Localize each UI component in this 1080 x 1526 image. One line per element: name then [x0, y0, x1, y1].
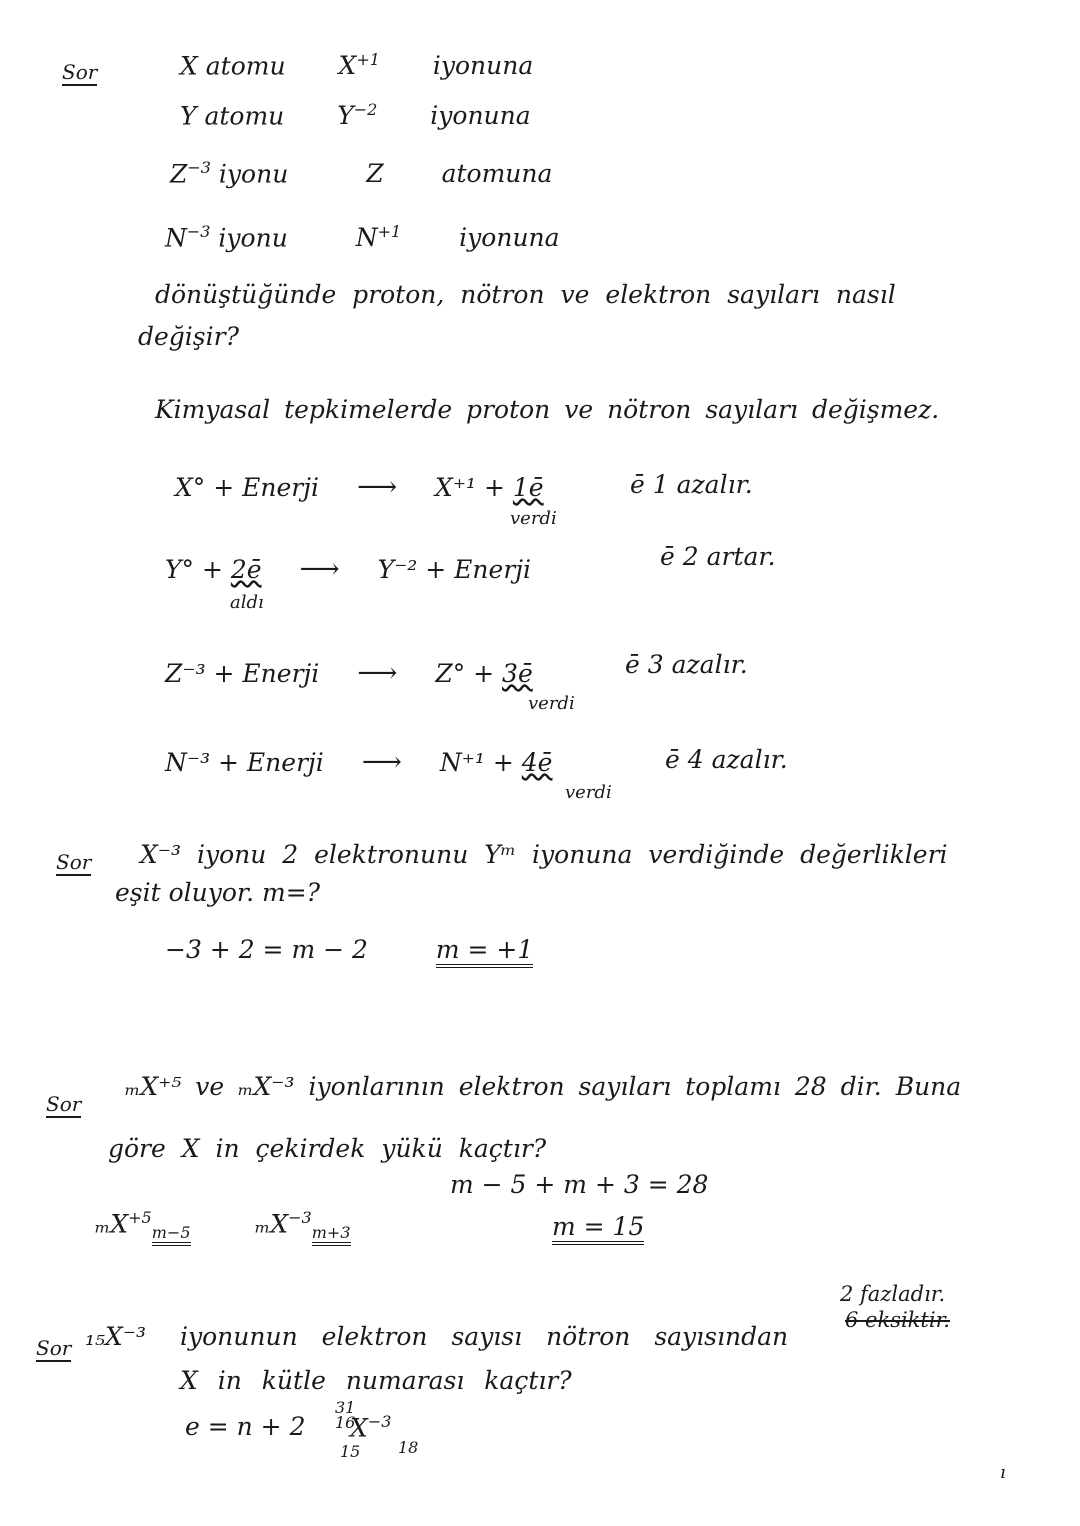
q4-text-line-2: X in kütle numarası kaçtır?: [180, 1366, 572, 1395]
reaction-2-result: ē 2 artar.: [660, 542, 776, 571]
q3-equation: m − 5 + m + 3 = 28: [450, 1170, 709, 1199]
reaction-1-result: ē 1 azalır.: [630, 470, 753, 499]
question-label: Sor: [62, 60, 98, 84]
q4-symbol: $X^{-3}$: [350, 1412, 392, 1443]
question-label: Sor: [46, 1092, 82, 1116]
q3-text-line-2: göre X in çekirdek yükü kaçtır?: [108, 1134, 547, 1163]
question-label: Sor: [56, 850, 92, 874]
q4-text-line-1: iyonunun elektron sayısı nötron sayısından: [180, 1322, 789, 1351]
q4-mass-stack: 31 16: [335, 1398, 356, 1432]
q2-solution: −3 + 2 = m − 2 m = +1: [165, 935, 533, 964]
question-label: Sor: [36, 1336, 72, 1360]
reaction-4-note: verdi: [565, 782, 612, 803]
q1-row-3: $Z^{-3}$ iyonu Z atomuna: [170, 158, 553, 189]
reaction-2: Y° + 2ē ⟶ Y⁻² + Enerji: [165, 552, 532, 585]
reaction-3-note: verdi: [528, 693, 575, 714]
reaction-3: Z⁻³ + Enerji ⟶ Z° + 3ē: [165, 656, 533, 689]
reaction-1-note: verdi: [510, 508, 557, 529]
q4-ion: ₁₅X⁻³: [85, 1322, 147, 1351]
q2-text-line-2: eşit oluyor. m=?: [115, 878, 321, 907]
q2-text-line-1: X⁻³ iyonu 2 elektronunu Yᵐ iyonuna verdiğinde değerlikleri: [140, 840, 948, 869]
q1-row-1: X atomu $X^{+1}$ iyonuna: [180, 50, 534, 81]
q4-margin-struck: 6 eksiktir.: [845, 1308, 950, 1332]
q3-ion-b: ₘX$^{-3}_{m+3}$: [255, 1208, 351, 1242]
q4-electron-count: 18: [398, 1438, 419, 1457]
q4-atomic-number: 15: [340, 1442, 361, 1461]
q1-question-line-1: dönüştüğünde proton, nötron ve elektron sayıları nasıl: [155, 280, 896, 309]
reaction-4-result: ē 4 azalır.: [665, 745, 788, 774]
reaction-1: X° + Enerji ⟶ X⁺¹ + 1ē: [175, 470, 544, 503]
q3-text-line-1: ₘX⁺⁵ ve ₘX⁻³ iyonlarının elektron sayıları toplamı 28 dir. Buna: [125, 1072, 962, 1101]
page-mark: ı: [1000, 1462, 1006, 1483]
q1-answer-intro: Kimyasal tepkimelerde proton ve nötron sayıları değişmez.: [155, 395, 940, 424]
q1-row-4: $N^{-3}$ iyonu $N^{+1}$ iyonuna: [165, 222, 560, 253]
q4-equation: e = n + 2: [185, 1412, 306, 1441]
reaction-3-result: ē 3 azalır.: [625, 650, 748, 679]
reaction-4: N⁻³ + Enerji ⟶ N⁺¹ + 4ē: [165, 745, 553, 778]
q3-result: m = 15: [552, 1212, 644, 1241]
q1-row-2: Y atomu $Y^{-2}$ iyonuna: [180, 100, 531, 131]
q1-question-line-2: değişir?: [138, 322, 239, 351]
reaction-2-note: aldı: [230, 592, 264, 613]
q4-margin-correction: 2 fazladır.: [840, 1282, 946, 1306]
q3-ion-a: ₘX$^{+5}_{m-5}$: [95, 1208, 191, 1242]
